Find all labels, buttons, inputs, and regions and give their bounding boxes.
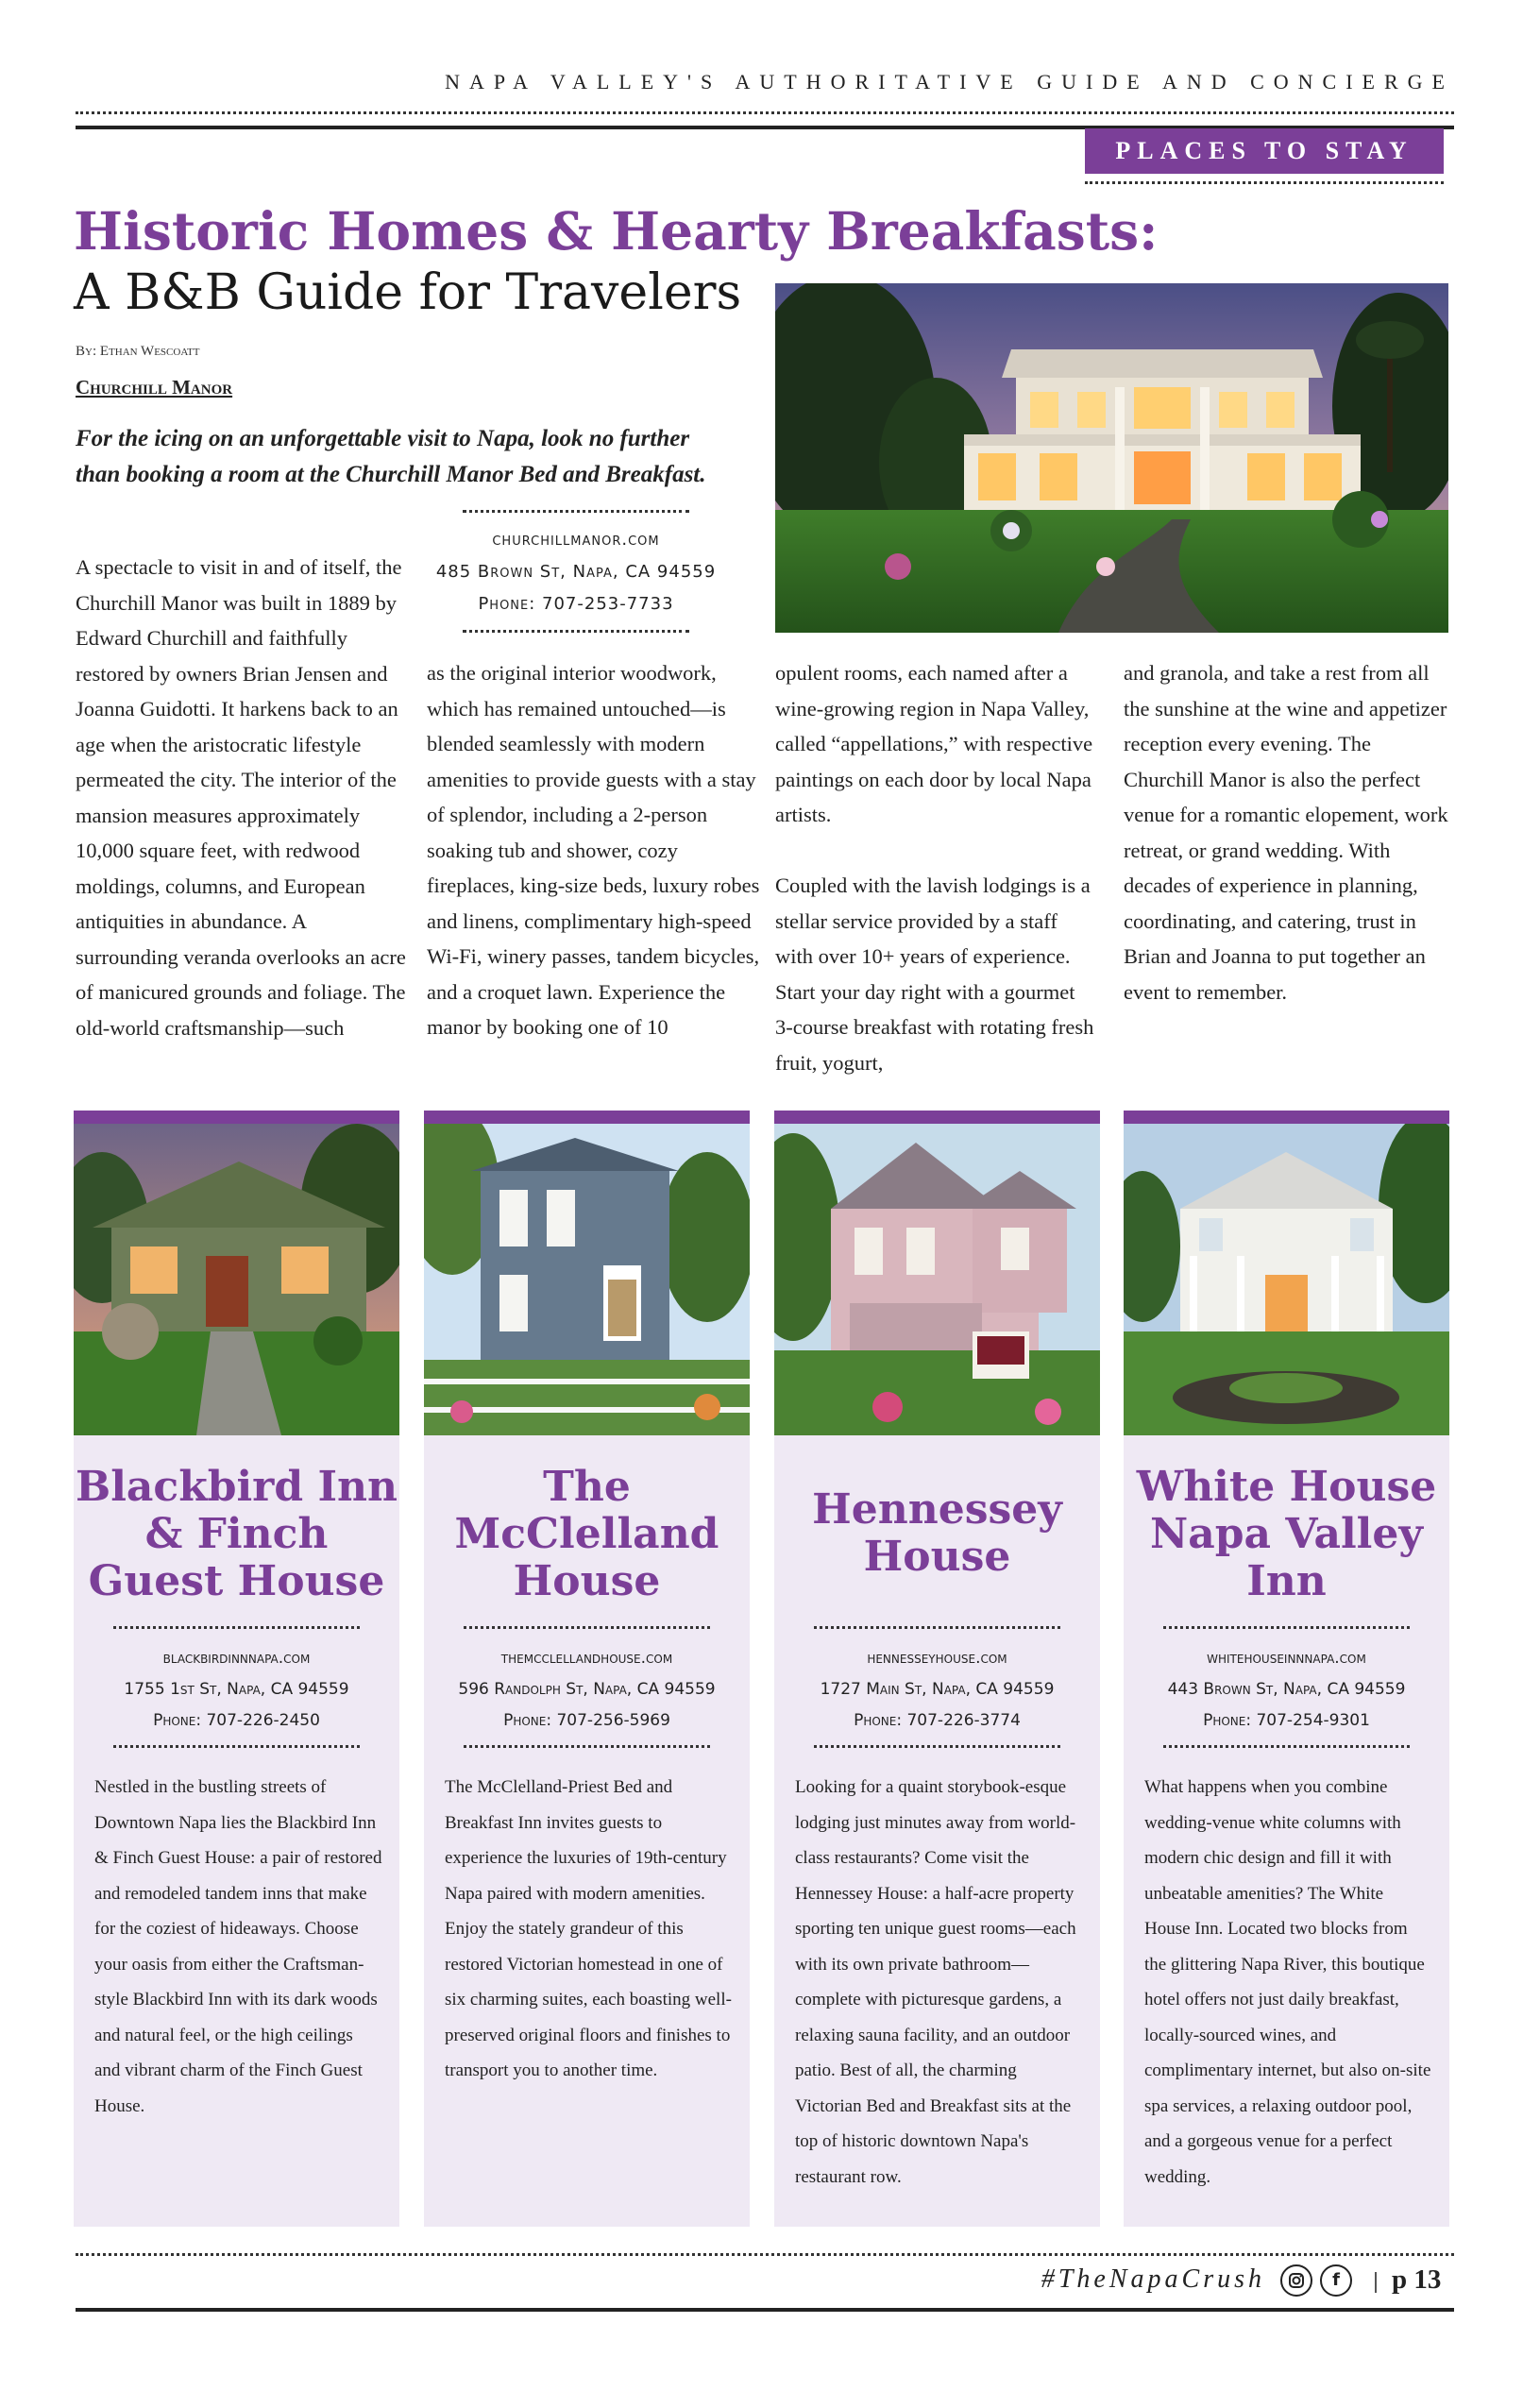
card-address: 443 Brown St, Napa, CA 94559 [1167, 1680, 1406, 1699]
hennessey-house-name [774, 1486, 1100, 1581]
card-website: themcclellandhouse.com [500, 1649, 673, 1668]
card-address: 596 Randolph St, Napa, CA 94559 [458, 1680, 716, 1699]
page-number: p 13 [1392, 2264, 1442, 2295]
mcclelland-contact [424, 1643, 750, 1737]
card-accent-bar [1124, 1111, 1449, 1124]
footer-hashtag[interactable]: #TheNapaCrush [1041, 2264, 1265, 2294]
card-dotted-rule-top [113, 1626, 360, 1629]
card-name-line: McClelland [454, 1510, 719, 1558]
card-description: The McClelland-Priest Bed and Breakfast Inn invites guests to experience the luxuries of 19th-century Napa paired with modern amenities. Enjoy the stately grandeur of this restored Victorian homestead in one of six charming suites, each boasting well-preserved original floors and finishes to transport you to another time. [445, 1777, 732, 2080]
article-column-1: A spectacle to visit in and of itself, the Churchill Manor was built in 1889 by Edward Churchill and faithfully restored by owners Brian Jensen and Joanna Guidotti. It harkens back to an age when the aristocratic lifestyle permeated the city. The interior of the mansion measures approximately 10,000 square feet, with redwood moldings, columns, and European antiquities in abundance. A surrounding veranda overlooks an acre of manicured grounds and foliage. The old-world craftsmanship—such [76, 555, 406, 1040]
churchill-phone: Phone: 707-253-7733 [478, 594, 674, 614]
footer-dotted-rule [76, 2253, 1454, 2256]
card-blackbird-inn [74, 1111, 399, 2227]
card-name-line: House [513, 1557, 661, 1605]
white-house-inn-photo [1124, 1124, 1449, 1435]
card-mcclelland-house [424, 1111, 750, 2227]
card-accent-bar [74, 1111, 399, 1124]
byline: By: Ethan Wescoatt [76, 344, 200, 359]
white-house-inn-name [1124, 1464, 1449, 1605]
card-phone: Phone: 707-256-5969 [503, 1711, 670, 1730]
card-name-line: Napa Valley [1150, 1510, 1423, 1558]
card-address: 1727 Main St, Napa, CA 94559 [820, 1680, 1055, 1699]
card-name-line: The [543, 1463, 631, 1511]
article-subhead: A B&B Guide for Travelers [74, 264, 742, 321]
card-dotted-rule-top [1163, 1626, 1410, 1629]
instagram-glyph [1282, 2266, 1311, 2295]
churchill-manor-photo [775, 283, 1448, 633]
facebook-glyph: f [1332, 2270, 1340, 2290]
card-dotted-rule-bottom [1163, 1745, 1410, 1748]
card-phone: Phone: 707-254-9301 [1203, 1711, 1370, 1730]
pink-victorian-illustration [774, 1124, 1100, 1435]
churchill-contact [415, 510, 736, 633]
card-hennessey-house [774, 1111, 1100, 2227]
churchill-website: churchillmanor.com [492, 530, 660, 550]
card-dotted-rule-bottom [814, 1745, 1060, 1748]
victorian-house-illustration [424, 1124, 750, 1435]
footer-rule [76, 2308, 1454, 2312]
card-dotted-rule-bottom [113, 1745, 360, 1748]
card-website: hennesseyhouse.com [867, 1649, 1007, 1668]
masthead-dotted-rule [76, 111, 1454, 114]
card-name-line: Inn [1246, 1557, 1327, 1605]
article-column-2: as the original interior woodwork, which has remained untouched—is blended seamlessly with modern amenities to provide guests with a stay of splendor, including a 2-person soaking tub and shower, cozy fireplaces, king-size beds, luxury robes and linens, complimentary high-speed Wi-Fi, winery passes, tandem bicycles, and a croquet lawn. Experience the manor by booking one of 10 [427, 661, 760, 1039]
masthead: NAPA VALLEY'S AUTHORITATIVE GUIDE AND CONCIERGE [445, 70, 1454, 93]
instagram-icon[interactable] [1280, 2264, 1312, 2297]
hennessey-house-photo [774, 1124, 1100, 1435]
card-name-line: Blackbird Inn [76, 1463, 398, 1511]
mansion-illustration [775, 283, 1448, 633]
churchill-address: 485 Brown St, Napa, CA 94559 [435, 562, 717, 582]
article-column-3b: Coupled with the lavish lodgings is a stellar service provided by a staff with over 10+ years of experience. Start your day right with a gourmet 3-course breakfast with rotating fresh fruit, yogurt, [775, 873, 1094, 1075]
card-dotted-rule-bottom [464, 1745, 710, 1748]
mcclelland-house-name [424, 1464, 750, 1605]
section-tab: PLACES TO STAY [1085, 128, 1444, 174]
card-dotted-rule-top [814, 1626, 1060, 1629]
card-name-line: & Finch [144, 1510, 329, 1558]
card-description: Nestled in the bustling streets of Downtown Napa lies the Blackbird Inn & Finch Guest House: a pair of restored and remodeled tandem inns that make for the coziest of hideaways. Choose your oasis from either the Craftsman-style Blackbird Inn with its dark woods and natural feel, or the high ceilings and vibrant charm of the Finch Guest House. [94, 1777, 382, 2116]
card-address: 1755 1st St, Napa, CA 94559 [124, 1680, 349, 1699]
card-accent-bar [774, 1111, 1100, 1124]
card-website: whitehouseinnnapa.com [1207, 1649, 1366, 1668]
card-phone: Phone: 707-226-2450 [153, 1711, 320, 1730]
article-column-4: and granola, and take a rest from all the sunshine at the wine and appetizer reception every evening. The Churchill Manor is also the perfect venue for a romantic elopement, work retreat, or grand wedding. With decades of experience in planning, coordinating, and catering, trust in Brian and Joanna to put together an event to remember. [1124, 661, 1448, 1004]
card-name-line: White House [1136, 1463, 1437, 1511]
blackbird-inn-photo [74, 1124, 399, 1435]
kicker-churchill-manor: Churchill Manor [76, 376, 233, 399]
card-accent-bar [424, 1111, 750, 1124]
article-column-3a: opulent rooms, each named after a wine-growing region in Napa Valley, called “appellations,” with respective paintings on each door by local Napa artists. [775, 661, 1093, 826]
article-lede: For the icing on an unforgettable visit to Napa, look no further than booking a room at the Churchill Manor Bed and Breakfast. [76, 426, 706, 487]
card-name-line: Hennessey [812, 1485, 1062, 1534]
white-house-illustration [1124, 1124, 1449, 1435]
card-name-line: Guest House [88, 1557, 385, 1605]
card-dotted-rule-top [464, 1626, 710, 1629]
blackbird-inn-name [74, 1464, 399, 1605]
mcclelland-house-photo [424, 1124, 750, 1435]
facebook-icon[interactable] [1320, 2264, 1352, 2297]
card-phone: Phone: 707-226-3774 [854, 1711, 1021, 1730]
contact-dotted-rule-bottom [463, 630, 689, 633]
article-headline: Historic Homes & Hearty Breakfasts: [74, 200, 1159, 262]
card-website: blackbirdinnnapa.com [162, 1649, 311, 1668]
white-house-contact [1124, 1643, 1449, 1737]
card-white-house-inn [1124, 1111, 1449, 2227]
card-description: What happens when you combine wedding-venue white columns with modern chic design and fill it with unbeatable amenities? The White House Inn. Located two blocks from the glittering Napa River, this boutique hotel offers not just daily breakfast, locally-sourced wines, and complimentary internet, but also on-site spa services, a relaxing outdoor pool, and a gorgeous venue for a perfect wedding. [1144, 1777, 1431, 2187]
hennessey-contact [774, 1643, 1100, 1737]
footer-divider [1375, 2272, 1377, 2293]
blackbird-contact [74, 1643, 399, 1737]
craftsman-house-illustration [74, 1124, 399, 1435]
card-name-line: House [863, 1533, 1011, 1581]
card-description: Looking for a quaint storybook-esque lodging just minutes away from world-class restaurants? Come visit the Hennessey House: a half-acre property sporting ten unique guest rooms—each with its own private bathroom—complete with picturesque gardens, a relaxing sauna facility, and an outdoor patio. Best of all, the charming Victorian Bed and Breakfast sits at the top of historic downtown Napa's restaurant row. [795, 1777, 1076, 2187]
section-tab-dotted-rule [1085, 181, 1444, 184]
